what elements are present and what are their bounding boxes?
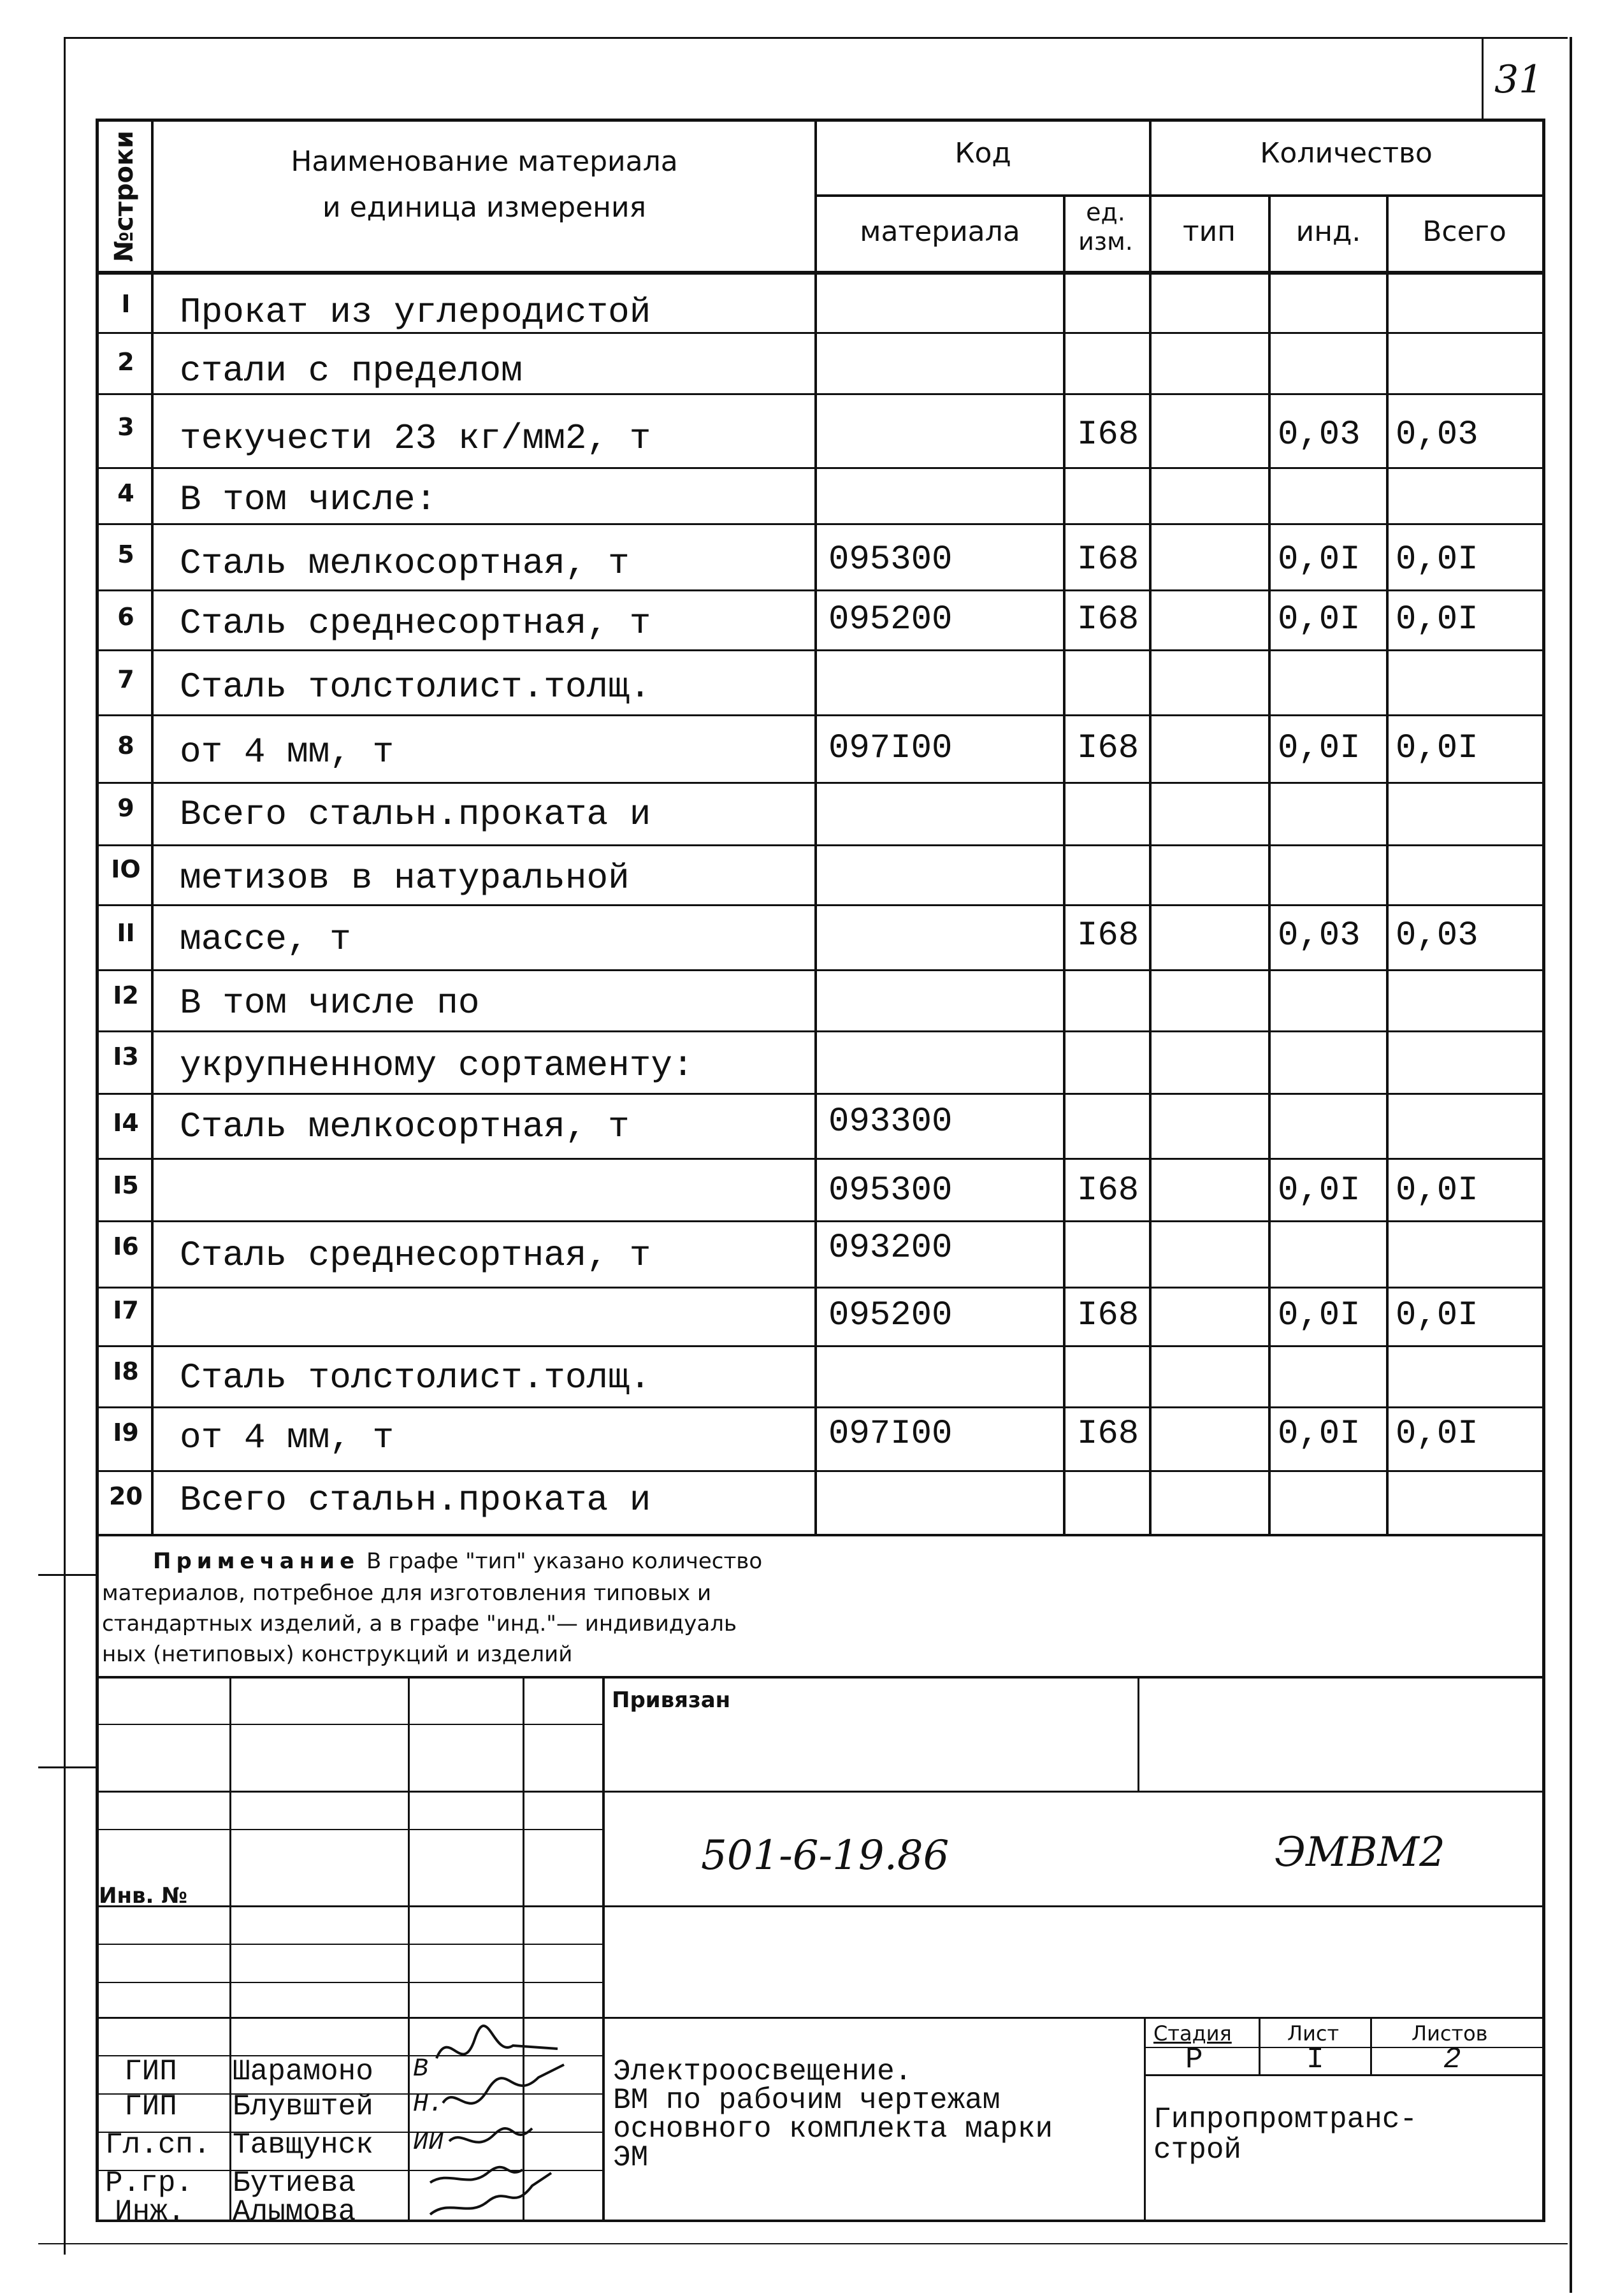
row-code: 097I00 xyxy=(828,729,953,768)
inventory-number-label: Инв. № xyxy=(99,1883,188,1909)
row-number: 6 xyxy=(117,603,134,631)
row-name: Сталь толстолист.толщ. xyxy=(180,1357,651,1398)
table-top xyxy=(96,119,1545,122)
note-line3: стандартных изделий, а в графе "инд."— индивидуаль xyxy=(102,1611,737,1636)
row-unit: I68 xyxy=(1077,729,1139,768)
organization-line1: Гипропромтранс- xyxy=(1153,2103,1418,2136)
row-name: массе, т xyxy=(180,919,351,960)
document-mark: ЭМВМ2 xyxy=(1275,1829,1445,1876)
row-code: 093300 xyxy=(828,1102,953,1141)
row-code: 095200 xyxy=(828,600,953,639)
name-header-line1: Наименование материала xyxy=(291,145,678,178)
row-name: стали с пределом xyxy=(180,350,523,391)
row-ind: 0,0I xyxy=(1278,729,1361,768)
title-line2: ВМ по рабочим чертежам xyxy=(613,2084,1000,2117)
table-body-bottom xyxy=(96,1534,1545,1536)
signer-name: Блувштей xyxy=(233,2090,373,2123)
row-name: Всего стальн.проката и xyxy=(180,1480,651,1520)
row-name: текучести 23 кг/мм2, т xyxy=(180,418,651,459)
row-name: Всего стальн.проката и xyxy=(180,794,651,835)
quantity-type-header: тип xyxy=(1183,215,1236,248)
row-number: 3 xyxy=(117,413,134,441)
row-total: 0,0I xyxy=(1396,1296,1478,1335)
row-number: 4 xyxy=(117,479,134,507)
title-line4: ЭМ xyxy=(613,2141,649,2174)
note-line1: Примечание В графе "тип" указано количество xyxy=(153,1549,763,1574)
signer-role: Инж. xyxy=(115,2195,185,2228)
signer-name: Алымова xyxy=(233,2195,356,2228)
row-number: I9 xyxy=(113,1419,139,1447)
row-number: I7 xyxy=(113,1296,139,1324)
row-ind: 0,03 xyxy=(1278,916,1361,955)
right-rule xyxy=(1570,37,1572,2293)
name-header-line2: и единица измерения xyxy=(322,191,647,224)
row-name: метизов в натуральной xyxy=(180,858,630,899)
organization-line2: строй xyxy=(1153,2134,1242,2167)
signer-name: Шарамоно xyxy=(233,2055,373,2088)
sheets-value: 2 xyxy=(1443,2043,1461,2076)
note-line4: ных (нетиповых) конструкций и изделий xyxy=(102,1642,573,1667)
row-name: Сталь толстолист.толщ. xyxy=(180,667,651,707)
row-code: 093200 xyxy=(828,1229,953,1267)
row-number: 2 xyxy=(117,348,134,376)
stage-value: Р xyxy=(1185,2043,1203,2076)
row-number: 9 xyxy=(117,794,134,822)
row-number: I xyxy=(121,290,131,318)
row-number: 7 xyxy=(117,665,134,693)
quantity-header: Количество xyxy=(1260,137,1433,170)
row-code: 095300 xyxy=(828,540,953,579)
row-total: 0,0I xyxy=(1396,1415,1478,1454)
signer-signature: Н. xyxy=(413,2090,444,2119)
row-number: 20 xyxy=(109,1482,143,1510)
row-total: 0,0I xyxy=(1396,729,1478,768)
header-bottom xyxy=(96,271,1545,275)
row-number: I8 xyxy=(113,1357,139,1385)
row-name: укрупненному сортаменту: xyxy=(180,1045,694,1086)
row-ind: 0,0I xyxy=(1278,1415,1361,1454)
sheet-value: I xyxy=(1306,2043,1324,2076)
row-unit: I68 xyxy=(1077,1296,1139,1335)
row-name: от 4 мм, т xyxy=(180,732,394,772)
row-unit: I68 xyxy=(1077,415,1139,454)
signer-role: Р.гр. xyxy=(105,2167,194,2200)
row-number: 8 xyxy=(117,732,134,760)
page-number-box-left xyxy=(1482,37,1484,120)
row-ind: 0,0I xyxy=(1278,1296,1361,1335)
signer-name: Бутиева xyxy=(233,2167,356,2200)
code-header: Код xyxy=(955,137,1011,170)
row-unit: I68 xyxy=(1077,600,1139,639)
page-number: 31 xyxy=(1494,57,1543,102)
signer-signature: ИИ xyxy=(413,2128,444,2157)
signer-role: ГИП xyxy=(124,2090,177,2123)
signer-name: Тавщунск xyxy=(233,2128,373,2162)
row-name: Сталь среднесортная, т xyxy=(180,1235,651,1276)
row-code: 097I00 xyxy=(828,1415,953,1454)
row-total: 0,0I xyxy=(1396,1171,1478,1210)
sheets-label: Листов xyxy=(1412,2021,1488,2046)
row-number: I3 xyxy=(113,1043,139,1071)
quantity-total-header: Всего xyxy=(1422,215,1506,248)
row-unit: I68 xyxy=(1077,916,1139,955)
title-line3: основного комплекта марки xyxy=(613,2112,1053,2146)
row-name: В том числе по xyxy=(180,983,480,1023)
row-name: от 4 мм, т xyxy=(180,1417,394,1458)
row-total: 0,03 xyxy=(1396,916,1478,955)
row-unit: I68 xyxy=(1077,540,1139,579)
row-code: 095200 xyxy=(828,1296,953,1335)
row-code: 095300 xyxy=(828,1171,953,1210)
row-number: II xyxy=(117,919,135,947)
signer-signature: В xyxy=(413,2055,429,2084)
row-name: В том числе: xyxy=(180,479,437,520)
stage-label: Стадия xyxy=(1153,2021,1232,2046)
row-total: 0,0I xyxy=(1396,600,1478,639)
row-ind: 0,0I xyxy=(1278,540,1361,579)
row-number: I5 xyxy=(113,1171,139,1199)
title-line1: Электроосвещение. xyxy=(613,2055,913,2088)
document-code: 501-6-19.86 xyxy=(701,1832,950,1879)
row-name: Прокат из углеродистой xyxy=(180,292,651,333)
top-rule xyxy=(64,37,1568,39)
code-unit-header: ед. изм. xyxy=(1078,198,1133,256)
signer-role: ГИП xyxy=(124,2055,177,2088)
signatures-graphic xyxy=(411,2020,602,2224)
signer-role: Гл.сп. xyxy=(105,2128,211,2162)
row-total: 0,03 xyxy=(1396,415,1478,454)
row-unit: I68 xyxy=(1077,1171,1139,1210)
row-number: I6 xyxy=(113,1232,139,1260)
row-name: Сталь мелкосортная, т xyxy=(180,1106,630,1147)
row-ind: 0,0I xyxy=(1278,1171,1361,1210)
quantity-ind-header: инд. xyxy=(1296,215,1361,248)
margin-left-rule xyxy=(64,37,66,2255)
row-total: 0,0I xyxy=(1396,540,1478,579)
row-name: Сталь мелкосортная, т xyxy=(180,543,630,584)
row-number: I4 xyxy=(113,1109,139,1137)
note-title: Примечание xyxy=(153,1549,360,1574)
code-material-header: материала xyxy=(860,215,1020,248)
row-number: IO xyxy=(111,855,141,883)
note-line2: материалов, потребное для изготовления типовых и xyxy=(102,1580,712,1606)
row-name: Сталь среднесортная, т xyxy=(180,603,651,644)
row-ind: 0,0I xyxy=(1278,600,1361,639)
row-number: I2 xyxy=(113,981,139,1009)
privyazan-label: Привязан xyxy=(612,1687,731,1713)
row-number: 5 xyxy=(117,540,134,568)
sheet-label: Лист xyxy=(1287,2021,1340,2046)
row-unit: I68 xyxy=(1077,1415,1139,1454)
row-ind: 0,03 xyxy=(1278,415,1361,454)
row-number-header: №строки xyxy=(110,130,139,262)
